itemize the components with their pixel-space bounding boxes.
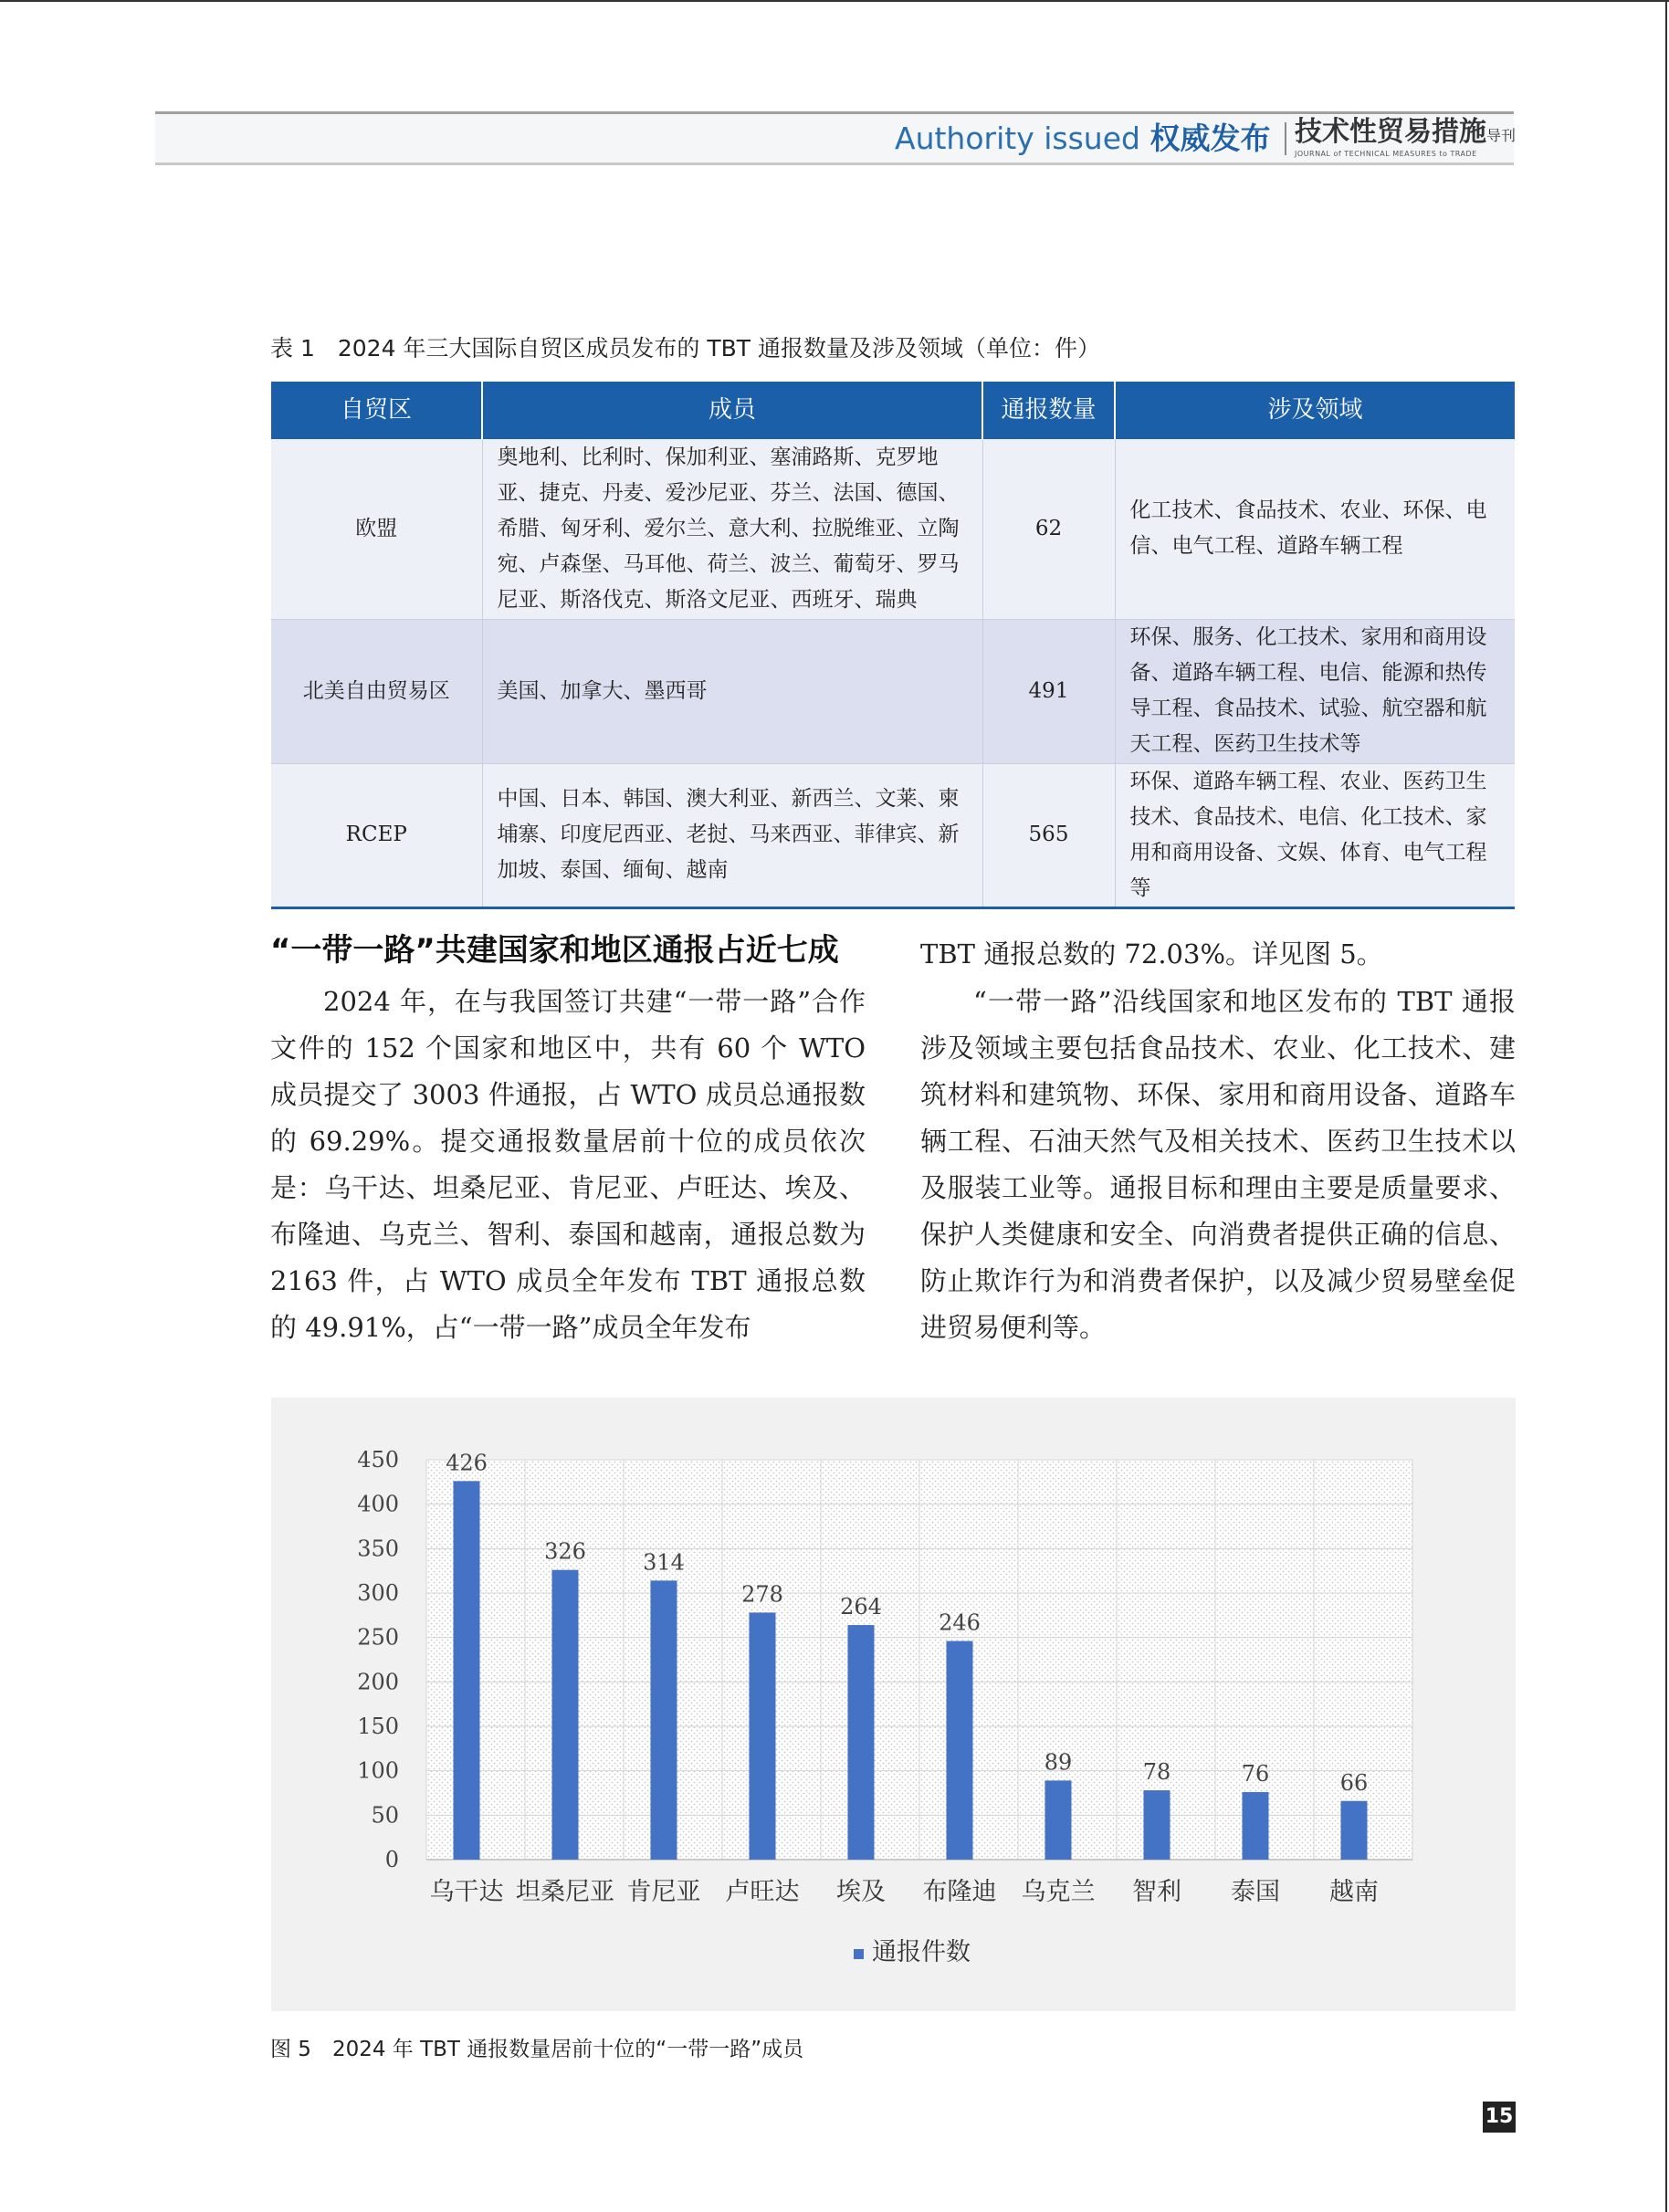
section-heading: “一带一路”共建国家和地区通报占近七成 xyxy=(270,932,839,969)
y-tick-label: 200 xyxy=(357,1669,399,1695)
bar-chart xyxy=(271,1398,1516,2011)
chart-panel xyxy=(271,1398,1516,2011)
journal-name: 技术性贸易措施 xyxy=(1295,116,1486,148)
members-cell: 奥地利、比利时、保加利亚、塞浦路斯、克罗地亚、捷克、丹麦、爱沙尼亚、芬兰、法国、德国、希腊、匈牙利、爱尔兰、意大利、拉脱维亚、立陶宛、卢森堡、马耳他、荷兰、波兰、葡萄牙、罗马尼亚、斯洛伐克、斯洛文尼亚、西班牙、瑞典 xyxy=(482,439,982,619)
bar xyxy=(1243,1792,1269,1860)
section-label-en: Authority issued xyxy=(895,121,1140,156)
data-label: 326 xyxy=(544,1538,586,1565)
data-label: 66 xyxy=(1339,1769,1369,1796)
x-tick-label: 乌克兰 xyxy=(1021,1878,1096,1906)
data-label: 426 xyxy=(446,1450,488,1476)
zone-cell: 北美自由贸易区 xyxy=(271,619,482,763)
table-caption: 表 1 2024 年三大国际自贸区成员发布的 TBT 通报数量及涉及领域（单位：件） xyxy=(270,335,1101,362)
table-row xyxy=(271,439,1515,619)
section-label xyxy=(895,117,1270,161)
page-border-top xyxy=(0,0,1669,2)
column-header: 涉及领域 xyxy=(1115,382,1515,439)
bar xyxy=(848,1625,875,1860)
bar xyxy=(1144,1790,1170,1860)
y-tick-label: 100 xyxy=(357,1757,399,1784)
y-tick-label: 300 xyxy=(357,1580,399,1606)
column-header: 成员 xyxy=(482,382,982,439)
data-label: 314 xyxy=(643,1549,685,1576)
page-border-right xyxy=(1665,0,1667,2212)
column-header: 自贸区 xyxy=(271,382,482,439)
body-paragraph: 2024 年，在与我国签订共建“一带一路”合作文件的 152 个国家和地区中，共有 60 个 WTO 成员提交了 3003 件通报，占 WTO 成员总通报数的 69.29%。提交通报数量居前十位的成员依次是：乌干达、坦桑尼亚、肯尼亚、卢旺达、埃及、布隆迪、乌克兰、智利、泰国和越南，通报总数为 2163 件，占 WTO 成员全年发布 TBT 通报总数的 49.91%，占“一带一路”成员全年发布 xyxy=(270,986,866,1343)
bar xyxy=(1341,1801,1368,1860)
y-tick-label: 350 xyxy=(357,1536,399,1562)
header-rule xyxy=(155,111,1514,114)
body-paragraph: “一带一路”沿线国家和地区发布的 TBT 通报涉及领域主要包括食品技术、农业、化工技术、建筑材料和建筑物、环保、家用和商用设备、道路车辆工程、石油天然气及相关技术、医药卫生技术以及服装工业等。通报目标和理由主要是质量要求、保护人类健康和安全、向消费者提供正确的信息、防止欺诈行为和消费者保护，以及减少贸易壁垒促进贸易便利等。 xyxy=(920,986,1516,1343)
x-tick-label: 卢旺达 xyxy=(725,1878,800,1906)
data-label: 246 xyxy=(939,1609,981,1636)
count-cell: 565 xyxy=(982,763,1115,907)
count-cell: 491 xyxy=(982,619,1115,763)
table-header-row xyxy=(271,382,1515,439)
tbt-table xyxy=(271,382,1515,909)
bar xyxy=(552,1570,579,1860)
table-row xyxy=(271,619,1515,763)
journal-logo xyxy=(1295,117,1516,152)
bar xyxy=(454,1481,480,1860)
count-cell: 62 xyxy=(982,439,1115,619)
journal-subtitle: JOURNAL of TECHNICAL MEASURES to TRADE xyxy=(1295,150,1477,158)
legend-label: 通报件数 xyxy=(872,1938,971,1966)
table-row xyxy=(271,763,1515,907)
fields-cell: 环保、道路车辆工程、农业、医药卫生技术、食品技术、电信、化工技术、家用和商用设备、文娱、体育、电气工程等 xyxy=(1115,763,1515,907)
data-label: 76 xyxy=(1241,1761,1270,1787)
zone-cell: RCEP xyxy=(271,763,482,907)
fields-cell: 化工技术、食品技术、农业、环保、电信、电气工程、道路车辆工程 xyxy=(1115,439,1515,619)
figure-caption: 图 5 2024 年 TBT 通报数量居前十位的“一带一路”成员 xyxy=(270,2038,804,2061)
legend-swatch xyxy=(854,1949,864,1959)
y-tick-label: 0 xyxy=(384,1847,399,1872)
body-paragraph-continued: TBT 通报总数的 72.03%。详见图 5。 xyxy=(920,938,1383,970)
journal-suffix: 导刊 xyxy=(1486,127,1517,144)
members-cell: 中国、日本、韩国、澳大利亚、新西兰、文莱、柬埔寨、印度尼西亚、老挝、马来西亚、菲律宾、新加坡、泰国、缅甸、越南 xyxy=(482,763,982,907)
header-rule xyxy=(155,162,1514,165)
y-tick-label: 400 xyxy=(357,1491,399,1517)
y-tick-label: 50 xyxy=(371,1802,399,1829)
x-tick-label: 坦桑尼亚 xyxy=(516,1878,614,1906)
data-label: 89 xyxy=(1044,1749,1073,1776)
data-label: 278 xyxy=(741,1581,783,1608)
x-tick-label: 布隆迪 xyxy=(922,1878,997,1906)
bar xyxy=(750,1612,776,1860)
x-tick-label: 埃及 xyxy=(836,1878,886,1906)
bar xyxy=(1045,1780,1072,1860)
x-tick-label: 越南 xyxy=(1329,1878,1379,1906)
zone-cell: 欧盟 xyxy=(271,439,482,619)
x-tick-label: 泰国 xyxy=(1231,1878,1280,1906)
section-label-cn: 权威发布 xyxy=(1149,121,1271,156)
column-header: 通报数量 xyxy=(982,382,1115,439)
y-tick-label: 250 xyxy=(357,1624,399,1651)
header-separator xyxy=(1285,122,1286,155)
bar xyxy=(651,1580,677,1860)
fields-cell: 环保、服务、化工技术、家用和商用设备、道路车辆工程、电信、能源和热传导工程、食品技术、试验、航空器和航天工程、医药卫生技术等 xyxy=(1115,619,1515,763)
page-number: 15 xyxy=(1483,2102,1516,2133)
x-tick-label: 肯尼亚 xyxy=(626,1878,701,1906)
members-cell: 美国、加拿大、墨西哥 xyxy=(482,619,982,763)
data-label: 264 xyxy=(840,1594,882,1620)
bar xyxy=(947,1641,973,1860)
x-tick-label: 乌干达 xyxy=(429,1878,504,1906)
data-label: 78 xyxy=(1142,1759,1171,1786)
y-tick-label: 450 xyxy=(357,1447,399,1473)
y-tick-label: 150 xyxy=(357,1714,399,1739)
x-tick-label: 智利 xyxy=(1132,1878,1181,1906)
